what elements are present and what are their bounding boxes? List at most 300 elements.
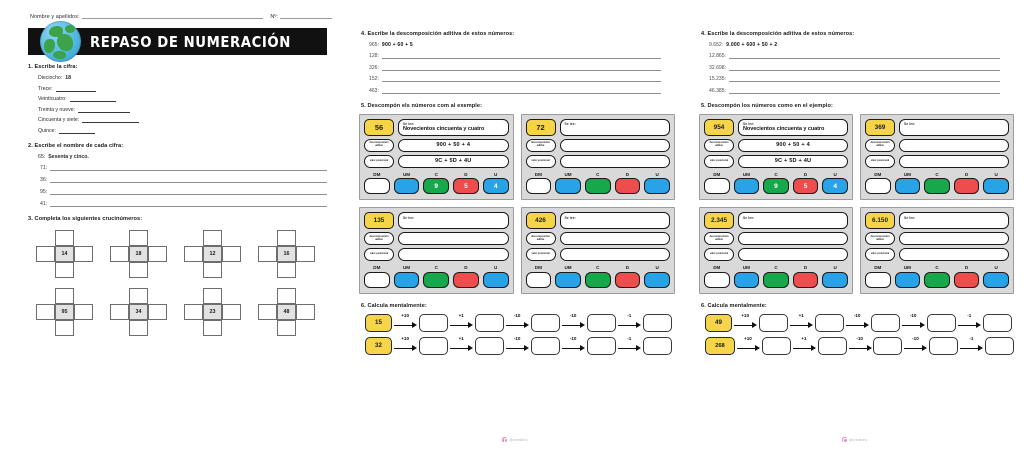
place-label: UM — [564, 171, 572, 177]
place-label: C — [774, 265, 778, 271]
number-blank[interactable] — [280, 14, 332, 19]
exercise-1-item — [38, 128, 333, 134]
chain-arrow — [902, 337, 929, 355]
card-read-box[interactable] — [738, 119, 848, 136]
tag-positional: valor posicional — [526, 248, 556, 261]
place-box-c[interactable] — [585, 272, 611, 288]
value-positional[interactable] — [398, 248, 509, 261]
place-box-c[interactable] — [423, 272, 449, 288]
item-label: 128: — [369, 53, 379, 60]
place-box-u[interactable] — [983, 178, 1009, 194]
value-positional[interactable] — [560, 248, 671, 261]
cruci-cell-top[interactable] — [129, 230, 148, 246]
chain-answer-box[interactable] — [475, 314, 504, 332]
value-positional[interactable] — [899, 248, 1009, 261]
name-blank[interactable] — [82, 14, 264, 19]
exercise-4-item — [369, 76, 661, 82]
place-box-um[interactable] — [734, 178, 760, 194]
chain-answer-box[interactable] — [985, 337, 1014, 355]
card-read-box[interactable] — [738, 212, 848, 229]
cruci-cell-top[interactable] — [129, 288, 148, 304]
place-box-c[interactable] — [763, 272, 789, 288]
value-additive[interactable]: 900 + 50 + 4 — [398, 139, 509, 152]
read-value — [904, 127, 1004, 132]
item-answer: 18 — [65, 75, 72, 81]
value-positional[interactable]: 9C + 5D + 4U — [738, 155, 848, 168]
place-box-u[interactable] — [644, 272, 670, 288]
answer-blank[interactable] — [50, 165, 327, 171]
place-label: D — [625, 171, 630, 177]
place-label: U — [994, 265, 998, 271]
place-label: C — [434, 265, 438, 271]
tag-positional: valor posicional — [704, 155, 734, 168]
cruci-value: 12 — [209, 250, 216, 257]
value-additive[interactable] — [738, 232, 848, 245]
chain-arrow — [504, 337, 531, 355]
place-box-u[interactable]: 4 — [483, 178, 509, 194]
chain-op: -1 — [627, 335, 632, 341]
cruci-cell-left[interactable] — [258, 246, 277, 262]
item-label: 65: — [38, 153, 46, 160]
place-box-c[interactable] — [585, 178, 611, 194]
place-box-d[interactable] — [793, 272, 819, 288]
chain-arrow — [616, 337, 643, 355]
crucinumero[interactable] — [110, 288, 167, 336]
tag-positional: valor posicional — [865, 248, 895, 261]
place-label: UM — [402, 265, 411, 271]
chain-op: +1 — [798, 312, 804, 318]
exercise-3-heading: 3. Completa los siguientes crucinúmeros: — [28, 215, 143, 222]
crucinumero[interactable] — [36, 288, 93, 336]
place-box-dm[interactable] — [364, 178, 390, 194]
answer-blank[interactable] — [382, 53, 661, 59]
footer-handle: @creakleu — [509, 437, 528, 442]
place-box-um[interactable] — [895, 178, 921, 194]
tag-positional: valor posicional — [865, 155, 895, 168]
place-box-c[interactable] — [924, 272, 950, 288]
place-box-um[interactable] — [394, 272, 420, 288]
chain-arrow — [791, 337, 818, 355]
place-label: C — [935, 171, 939, 177]
chain-answer-box[interactable] — [419, 314, 448, 332]
cruci-cell-right[interactable] — [148, 304, 167, 320]
card-read-box[interactable] — [398, 119, 509, 136]
exercise-2-item — [40, 177, 327, 183]
place-value-row — [865, 265, 1009, 288]
value-additive[interactable] — [560, 139, 671, 152]
place-label: UM — [402, 171, 411, 177]
cruci-cell-center — [55, 304, 74, 320]
read-value — [904, 220, 1004, 225]
exercise-1-item — [38, 86, 333, 92]
read-value: Novecientos cincuenta y cuatro — [743, 126, 825, 133]
card-number: 369 — [865, 119, 895, 136]
place-box-u[interactable] — [483, 272, 509, 288]
place-label: UM — [742, 265, 750, 271]
place-value-row — [364, 172, 509, 195]
cruci-cell-left[interactable] — [36, 304, 55, 320]
place-label: UM — [742, 171, 750, 177]
cruci-cell-right[interactable] — [296, 304, 315, 320]
place-box-um[interactable] — [734, 272, 760, 288]
chain-answer-box[interactable] — [762, 337, 791, 355]
chain-op: +1 — [458, 312, 464, 318]
crucinumero[interactable] — [258, 288, 315, 336]
place-label: U — [833, 265, 837, 271]
place-box-um[interactable] — [895, 272, 921, 288]
place-label: UM — [903, 265, 911, 271]
chain-answer-box[interactable] — [983, 314, 1012, 332]
mental-math-chain — [365, 337, 675, 355]
tag-positional: valor posicional — [364, 155, 394, 168]
cruci-cell-center — [129, 246, 148, 262]
title-banner — [28, 28, 327, 55]
exercise-1-item — [38, 96, 333, 102]
chain-op: -10 — [569, 335, 577, 341]
place-box-dm[interactable] — [364, 272, 390, 288]
cruci-cell-bottom[interactable] — [129, 320, 148, 336]
chain-op: -1 — [967, 312, 972, 318]
value-additive[interactable]: 900 + 50 + 4 — [738, 139, 848, 152]
chain-arrow — [392, 337, 419, 355]
cruci-value: 34 — [135, 308, 142, 315]
place-label: D — [803, 171, 808, 177]
cruci-cell-bottom[interactable] — [277, 262, 296, 278]
decomposition-card — [521, 114, 676, 201]
card-read-box[interactable] — [899, 119, 1009, 136]
place-box-c[interactable]: 9 — [763, 178, 789, 194]
place-label: D — [964, 265, 969, 271]
cruci-cell-left[interactable] — [184, 304, 203, 320]
chain-answer-box[interactable] — [587, 337, 616, 355]
cruci-cell-bottom[interactable] — [203, 320, 222, 336]
place-label: DM — [874, 265, 882, 271]
chain-answer-box[interactable] — [927, 314, 956, 332]
place-label: DM — [713, 265, 721, 271]
cruci-cell-right[interactable] — [222, 246, 241, 262]
place-box-d[interactable]: 5 — [793, 178, 819, 194]
value-additive[interactable] — [560, 232, 671, 245]
number-label: Nº: — [270, 14, 278, 20]
page-title: REPASO DE NUMERACIÓN — [90, 32, 291, 51]
place-label: DM — [713, 171, 721, 177]
page-left — [0, 0, 345, 454]
place-box-dm[interactable] — [526, 272, 552, 288]
answer-blank[interactable] — [729, 76, 1000, 82]
place-label: D — [964, 171, 969, 177]
item-label: 46.385: — [709, 87, 726, 94]
place-box-d[interactable] — [954, 272, 980, 288]
answer-blank[interactable] — [382, 76, 661, 82]
cruci-cell-left[interactable] — [258, 304, 277, 320]
decomposition-cards-row — [699, 207, 1014, 294]
decomposition-card — [699, 207, 853, 294]
answer-blank[interactable] — [382, 88, 661, 94]
chain-answer-box[interactable] — [587, 314, 616, 332]
chain-op: +10 — [741, 312, 750, 318]
value-positional[interactable]: 9C + 5D + 4U — [398, 155, 509, 168]
answer-blank[interactable] — [78, 107, 130, 113]
crucinumero[interactable] — [258, 230, 315, 278]
chain-start-value: 32 — [365, 337, 392, 355]
item-label: Treinta y nueve: — [38, 106, 76, 113]
item-label: 36: — [40, 176, 48, 183]
answer-blank[interactable] — [70, 96, 116, 102]
tag-additive: descomposición aditiva — [865, 232, 895, 245]
exercise-5-heading: 5. Descompón els números com al exemple: — [361, 102, 483, 109]
cruci-cell-bottom[interactable] — [203, 262, 222, 278]
chain-answer-box[interactable] — [871, 314, 900, 332]
place-box-d[interactable] — [615, 272, 641, 288]
crucinumero[interactable] — [184, 288, 241, 336]
answer-blank[interactable] — [82, 117, 139, 123]
tag-additive: descomposición aditiva — [364, 139, 394, 152]
answer-blank[interactable] — [50, 201, 327, 207]
exercise-4-item — [709, 53, 1000, 59]
item-label: 15.235: — [709, 76, 726, 83]
chain-answer-box[interactable] — [475, 337, 504, 355]
exercise-4-example — [369, 42, 661, 48]
item-label: 152: — [369, 76, 379, 83]
page-right — [685, 0, 1024, 454]
cruci-cell-left[interactable] — [110, 246, 129, 262]
cruci-cell-left[interactable] — [184, 246, 203, 262]
exercise-1-item — [38, 75, 333, 81]
chain-arrow — [560, 314, 587, 332]
chain-op: +1 — [801, 335, 807, 341]
cruci-cell-top[interactable] — [55, 230, 74, 246]
place-box-um[interactable] — [555, 272, 581, 288]
chain-answer-box[interactable] — [531, 337, 560, 355]
cruci-cell-right[interactable] — [74, 304, 93, 320]
place-box-dm[interactable] — [704, 178, 730, 194]
cruci-cell-top[interactable] — [277, 230, 296, 246]
place-label: U — [494, 171, 498, 177]
value-positional[interactable] — [738, 248, 848, 261]
cruci-cell-top[interactable] — [55, 288, 74, 304]
card-read-box[interactable] — [560, 119, 671, 136]
chain-op: +10 — [401, 312, 410, 318]
exercise-2-item — [40, 189, 327, 195]
item-label: 9.652: — [709, 42, 724, 48]
place-box-d[interactable] — [954, 178, 980, 194]
item-label: Trece: — [38, 85, 53, 92]
place-label: D — [803, 265, 808, 271]
place-box-d[interactable] — [615, 178, 641, 194]
exercise-5-heading: 5. Descompón los números como en el ejemplo: — [701, 102, 833, 109]
cruci-cell-right[interactable] — [222, 304, 241, 320]
exercise-2-example — [38, 154, 333, 160]
read-value — [743, 220, 843, 225]
tag-additive: descomposición aditiva — [364, 232, 394, 245]
place-label: U — [494, 265, 498, 271]
decomposition-card — [521, 207, 676, 294]
cruci-cell-right[interactable] — [296, 246, 315, 262]
place-box-c[interactable] — [924, 178, 950, 194]
chain-arrow — [844, 314, 871, 332]
chain-arrow — [448, 337, 475, 355]
answer-blank[interactable] — [50, 177, 327, 183]
cruci-cell-bottom[interactable] — [277, 320, 296, 336]
crucinumeros-group — [24, 230, 333, 336]
cruci-cell-top[interactable] — [203, 288, 222, 304]
chain-op: -10 — [856, 335, 863, 341]
item-label: 41: — [40, 200, 48, 207]
item-label: Veinticuatro: — [38, 96, 67, 103]
crucinumeros-row — [24, 230, 333, 278]
chain-arrow — [560, 337, 587, 355]
footer-watermark — [345, 437, 685, 442]
chain-start-value: 268 — [705, 337, 735, 355]
place-box-d[interactable] — [453, 272, 479, 288]
place-box-um[interactable] — [555, 178, 581, 194]
value-additive[interactable] — [899, 139, 1009, 152]
place-value-row — [704, 265, 848, 288]
answer-blank[interactable] — [382, 65, 661, 71]
cruci-cell-top[interactable] — [277, 288, 296, 304]
chain-answer-box[interactable] — [531, 314, 560, 332]
item-answer: 9.000 + 600 + 50 + 2 — [726, 42, 778, 48]
place-value-row — [364, 265, 509, 288]
place-box-u[interactable] — [822, 272, 848, 288]
item-label: 71: — [40, 164, 48, 171]
place-label: C — [596, 265, 600, 271]
value-additive[interactable] — [398, 232, 509, 245]
place-label: C — [434, 171, 438, 177]
chain-arrow — [616, 314, 643, 332]
place-value-row — [704, 172, 848, 195]
cruci-cell-right[interactable] — [74, 246, 93, 262]
place-box-dm[interactable] — [865, 272, 891, 288]
mental-math-chain — [705, 314, 1014, 332]
chain-answer-box[interactable] — [815, 314, 844, 332]
exercise-4-item — [709, 65, 1000, 71]
chain-arrow — [958, 337, 985, 355]
cruci-cell-right[interactable] — [148, 246, 167, 262]
read-label: Se lee: — [743, 215, 755, 220]
answer-blank[interactable] — [59, 128, 95, 134]
exercise-4-heading: 4. Escribe la descomposición aditiva de estos números: — [701, 31, 855, 37]
value-additive[interactable] — [899, 232, 1009, 245]
chain-arrow — [735, 337, 762, 355]
place-box-dm[interactable] — [865, 178, 891, 194]
crucinumero[interactable] — [184, 230, 241, 278]
card-number: 426 — [526, 212, 556, 229]
cruci-cell-center — [203, 246, 222, 262]
place-box-dm[interactable] — [526, 178, 552, 194]
card-read-box[interactable] — [398, 212, 509, 229]
chain-answer-box[interactable] — [929, 337, 958, 355]
decomposition-card — [699, 114, 853, 201]
read-label: Se lee: — [904, 215, 916, 220]
chain-op: +1 — [458, 335, 464, 341]
tag-additive: descomposición aditiva — [865, 139, 895, 152]
answer-blank[interactable] — [729, 65, 1000, 71]
cruci-cell-center — [277, 304, 296, 320]
place-value-row — [526, 172, 671, 195]
place-label: D — [625, 265, 630, 271]
exercise-2-item — [40, 165, 327, 171]
item-answer: Sesenta y cinco. — [48, 153, 89, 160]
tag-additive: descomposición aditiva — [526, 232, 556, 245]
cruci-cell-bottom[interactable] — [129, 262, 148, 278]
chain-answer-box[interactable] — [873, 337, 902, 355]
cruci-cell-center — [203, 304, 222, 320]
answer-blank[interactable] — [56, 86, 96, 92]
chain-start-value: 15 — [365, 314, 392, 332]
cruci-value: 48 — [283, 308, 290, 315]
card-read-box[interactable] — [899, 212, 1009, 229]
place-box-dm[interactable] — [704, 272, 730, 288]
place-box-u[interactable]: 4 — [822, 178, 848, 194]
cruci-value: 95 — [61, 308, 68, 315]
exercise-6-heading: 6. Calcula mentalmente: — [701, 302, 767, 309]
place-box-u[interactable] — [644, 178, 670, 194]
cruci-cell-bottom[interactable] — [55, 320, 74, 336]
chain-answer-box[interactable] — [759, 314, 788, 332]
cruci-value: 23 — [209, 308, 216, 315]
chain-arrow — [956, 314, 983, 332]
chain-arrow — [900, 314, 927, 332]
tag-additive: descomposición aditiva — [526, 139, 556, 152]
place-label: D — [464, 171, 468, 177]
tag-positional: valor posicional — [526, 155, 556, 168]
mental-math-chain — [705, 337, 1014, 355]
decomposition-card — [860, 114, 1014, 201]
item-label: 32.698: — [709, 64, 726, 71]
place-box-um[interactable] — [394, 178, 420, 194]
cruci-cell-top[interactable] — [203, 230, 222, 246]
cruci-cell-left[interactable] — [36, 246, 55, 262]
place-label: C — [935, 265, 939, 271]
globe-icon — [40, 21, 81, 62]
exercise-2-item — [40, 201, 327, 207]
cruci-cell-left[interactable] — [110, 304, 129, 320]
answer-blank[interactable] — [50, 189, 327, 195]
cruci-cell-bottom[interactable] — [55, 262, 74, 278]
place-label: C — [774, 171, 778, 177]
place-box-d[interactable]: 5 — [453, 178, 479, 194]
exercise-2-heading: 2. Escribe el nombre de cada cifra: — [28, 142, 124, 149]
card-number: 72 — [526, 119, 556, 136]
read-label: Se lee: — [403, 121, 415, 126]
card-read-box[interactable] — [560, 212, 671, 229]
chain-start-value: 49 — [705, 314, 732, 332]
crucinumero[interactable] — [110, 230, 167, 278]
place-box-u[interactable] — [983, 272, 1009, 288]
item-answer: 900 + 60 + 5 — [381, 42, 413, 48]
place-box-c[interactable]: 9 — [423, 178, 449, 194]
answer-blank[interactable] — [729, 88, 1000, 94]
cruci-cell-center — [129, 304, 148, 320]
chain-op: -10 — [513, 335, 521, 341]
chain-arrow — [732, 314, 759, 332]
chain-answer-box[interactable] — [643, 337, 672, 355]
chain-op: -10 — [513, 312, 521, 318]
item-label: Cincuenta y siete: — [38, 117, 80, 124]
value-positional[interactable] — [899, 155, 1009, 168]
value-positional[interactable] — [560, 155, 671, 168]
chain-op: -10 — [569, 312, 577, 318]
chain-answer-box[interactable] — [643, 314, 672, 332]
chain-op: +10 — [401, 335, 410, 341]
read-label: Se lee: — [564, 215, 576, 220]
chain-answer-box[interactable] — [818, 337, 847, 355]
read-value: Novecientos cincuenta y cuatro — [403, 126, 485, 133]
answer-blank[interactable] — [729, 53, 1000, 59]
chain-answer-box[interactable] — [419, 337, 448, 355]
crucinumero[interactable] — [36, 230, 93, 278]
